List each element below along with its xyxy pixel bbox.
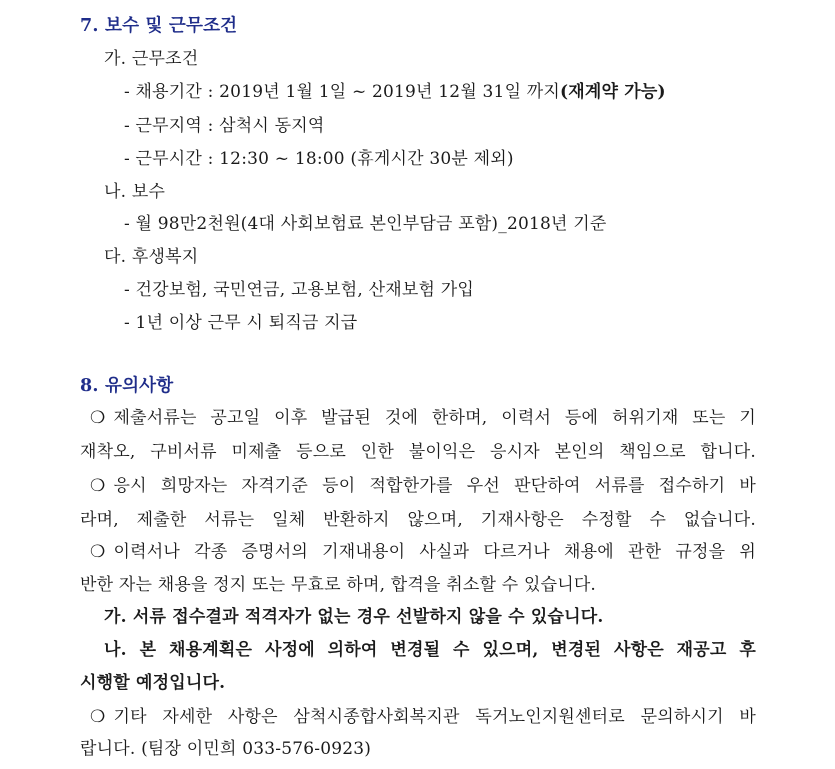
employment-period: [124, 81, 666, 103]
welfare-insurance: - 건강보험, 국민연금, 고용보험, 산재보험 가입: [124, 280, 474, 300]
bold-notice-a: 가. 서류 접수결과 적격자가 없는 경우 선발하지 않을 수 있습니다.: [104, 607, 604, 627]
notice-1-line-2: 재착오, 구비서류 미제출 등으로 인한 불이익은 응시자 본인의 책임으로 합니다.: [80, 442, 756, 462]
notice-3-line-1: ❍ 이력서나 각종 증명서의 기재내용이 사실과 다르거나 채용에 관한 규정을 위: [90, 542, 756, 562]
notice-2-line-1: ❍ 응시 희망자는 자격기준 등이 적합한가를 우선 판단하여 서류를 접수하기 바: [90, 476, 756, 496]
bold-notice-b-line-2: 시행할 예정입니다.: [80, 673, 226, 693]
section-7-title: 7. 보수 및 근무조건: [80, 16, 238, 36]
section-7-c-label: 다. 후생복지: [104, 247, 199, 267]
circle-bullet-icon: ❍: [90, 476, 106, 496]
welfare-severance: - 1년 이상 근무 시 퇴직금 지급: [124, 313, 358, 333]
circle-bullet-icon: ❍: [90, 408, 106, 428]
notice-4-line-1: ❍ 기타 자세한 사항은 삼척시종합사회복지관 독거노인지원센터로 문의하시기 바: [90, 707, 756, 727]
notice-2-line-2: 라며, 제출한 서류는 일체 반환하지 않으며, 기재사항은 수정할 수 없습니다.: [80, 510, 756, 530]
section-7-a-label: 가. 근무조건: [104, 49, 199, 69]
section-8-title: 8. 유의사항: [80, 376, 174, 396]
notice-1-line-1: ❍ 제출서류는 공고일 이후 발급된 것에 한하며, 이력서 등에 허위기재 또는 기: [90, 408, 756, 428]
circle-bullet-icon: ❍: [90, 542, 106, 562]
bold-notice-b-line-1: 나. 본 채용계획은 사정에 의하여 변경될 수 있으며, 변경된 사항은 재공고 후: [104, 640, 756, 660]
employment-period-text: - 채용기간 : 2019년 1월 1일 ~ 2019년 12월 31일 까지: [124, 82, 561, 102]
section-7-b-label: 나. 보수: [104, 182, 166, 202]
salary: - 월 98만2천원(4대 사회보험료 본인부담금 포함)_2018년 기준: [124, 214, 607, 234]
circle-bullet-icon: ❍: [90, 707, 106, 727]
employment-period-renewal: (재계약 가능): [560, 82, 666, 102]
notice-3-line-2: 반한 자는 채용을 정지 또는 무효로 하며, 합격을 취소할 수 있습니다.: [80, 575, 597, 595]
work-location: - 근무지역 : 삼척시 동지역: [124, 116, 325, 136]
work-hours: - 근무시간 : 12:30 ~ 18:00 (휴게시간 30분 제외): [124, 149, 514, 169]
notice-4-line-2: 랍니다. (팀장 이민희 033-576-0923): [80, 739, 372, 759]
